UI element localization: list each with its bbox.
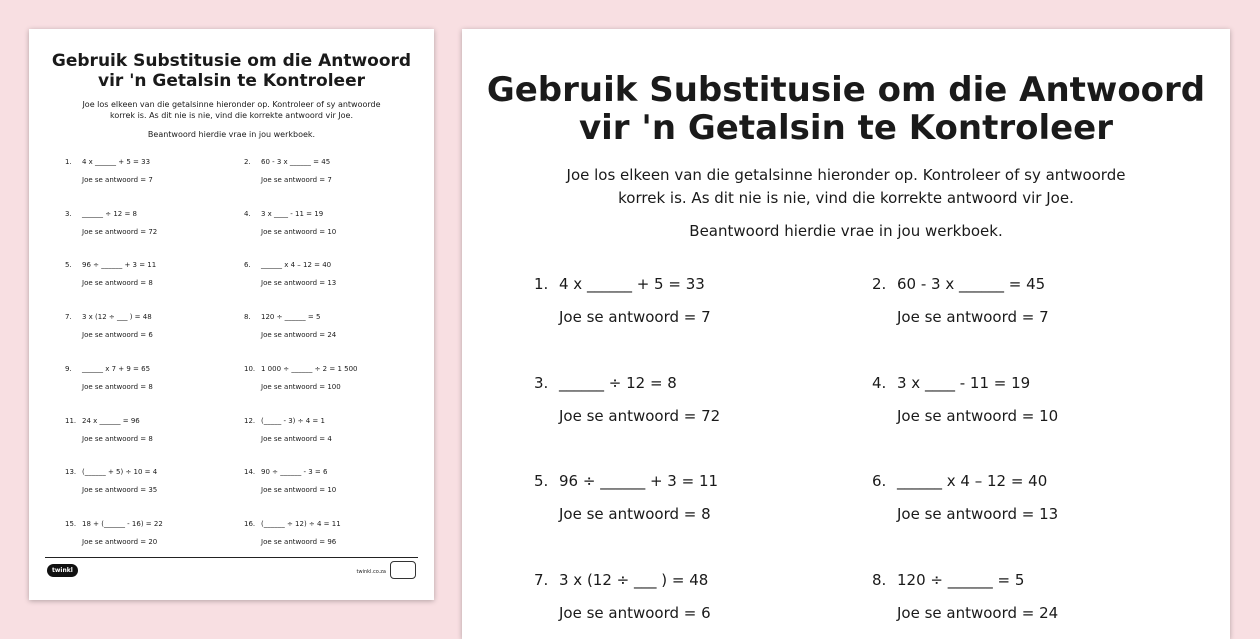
question-number: 3. [65,209,72,218]
question-number: 5. [534,472,549,490]
question-equation: ______ ÷ 12 = 8 [559,373,677,392]
question-equation: ______ x 4 – 12 = 40 [897,472,1048,490]
question-number: 15. [65,519,77,528]
question-equation: 90 ÷ ______ - 3 = 6 [261,468,328,477]
twinkl-logo-icon: twinkl [47,564,78,577]
question-number: 7. [65,313,72,322]
question-number: 2. [244,158,251,166]
question-number: 8. [244,313,251,322]
footer-url: twinkl.co.za [356,569,386,575]
worksheet-thumbnail [29,29,434,600]
joe-answer: Joe se antwoord = 24 [261,331,337,340]
joe-answer: Joe se antwoord = 72 [82,227,158,236]
joe-answer: Joe se antwoord = 24 [897,603,1059,622]
worksheet-title [29,51,434,91]
worksheet-instruction: Beantwoord hierdie vrae in jou werkboek. [147,130,316,139]
question-number: 6. [872,472,887,490]
question-equation: ______ ÷ 12 = 8 [82,209,137,218]
question-number: 2. [872,275,887,293]
footer-divider [45,557,418,558]
question-number: 6. [244,261,251,270]
joe-answer: Joe se antwoord = 20 [82,537,158,546]
joe-answer: Joe se antwoord = 7 [261,176,332,184]
joe-answer: Joe se antwoord = 35 [82,486,158,495]
intro-line-1: Joe los elkeen van die getalsinne hieronder op. Kontroleer of sy antwoorde [566,166,1126,184]
joe-answer: Joe se antwoord = 8 [82,382,153,391]
question-equation: ______ x 7 + 9 = 65 [82,364,151,373]
joe-answer: Joe se antwoord = 6 [559,603,711,622]
joe-answer: Joe se antwoord = 13 [261,279,337,288]
joe-answer: Joe se antwoord = 8 [82,279,153,288]
question-equation: 60 - 3 x ______ = 45 [897,275,1046,293]
question-number: 11. [65,416,77,425]
question-equation: (_____ - 3) ÷ 4 = 1 [261,416,325,425]
title-line-1: Gebruik Substitusie om die Antwoord [51,51,412,71]
question-number: 1. [534,275,549,293]
question-equation: 96 ÷ ______ + 3 = 11 [82,261,157,270]
question-equation: 4 x ______ + 5 = 33 [559,275,705,293]
joe-answer: Joe se antwoord = 7 [82,176,153,184]
question-equation: 1 000 ÷ ______ ÷ 2 = 1 500 [261,364,358,373]
question-equation: 120 ÷ ______ = 5 [261,313,321,322]
title-line-1: Gebruik Substitusie om die Antwoord [486,70,1206,110]
joe-answer: Joe se antwoord = 72 [559,406,721,425]
question-equation: 96 ÷ ______ + 3 = 11 [559,472,719,490]
question-equation: 60 - 3 x ______ = 45 [261,158,331,166]
question-equation: (______ ÷ 12) ÷ 4 = 11 [261,519,341,528]
worksheet-intro [552,164,1140,210]
joe-answer: Joe se antwoord = 7 [559,308,711,326]
question-number: 4. [872,373,887,392]
question-number: 4. [244,209,251,218]
question-equation: 3 x ____ - 11 = 19 [897,373,1031,392]
question-number: 9. [65,364,72,373]
worksheet-intro [69,99,394,121]
question-number: 7. [534,570,549,589]
joe-answer: Joe se antwoord = 96 [261,537,337,546]
question-number: 16. [244,519,256,528]
question-number: 14. [244,468,256,477]
joe-answer: Joe se antwoord = 10 [261,486,337,495]
question-number: 8. [872,570,887,589]
joe-answer: Joe se antwoord = 10 [261,227,337,236]
joe-answer: Joe se antwoord = 100 [261,382,341,391]
intro-line-2: korrek is. As dit nie is nie, vind die korrekte antwoord vir Joe. [618,189,1074,207]
question-number: 10. [244,364,256,373]
question-equation: 18 + (______ - 16) = 22 [82,519,163,528]
joe-answer: Joe se antwoord = 8 [82,434,153,443]
question-equation: (______ + 5) ÷ 10 = 4 [82,468,158,477]
question-number: 13. [65,468,77,477]
worksheet-title [462,71,1230,147]
joe-answer: Joe se antwoord = 8 [559,505,711,523]
title-line-2: vir 'n Getalsin te Kontroleer [578,108,1113,148]
intro-line-2: korrek is. As dit nie is nie, vind die korrekte antwoord vir Joe. [109,111,354,120]
joe-answer: Joe se antwoord = 10 [897,406,1059,425]
worksheet-page [462,29,1230,639]
joe-answer: Joe se antwoord = 4 [261,434,332,443]
badge-icon [390,561,416,579]
question-number: 1. [65,158,72,166]
question-equation: 120 ÷ ______ = 5 [897,570,1025,589]
worksheet-instruction: Beantwoord hierdie vrae in jou werkboek. [689,222,1003,240]
joe-answer: Joe se antwoord = 13 [897,505,1059,523]
question-equation: 4 x ______ + 5 = 33 [82,158,151,166]
question-number: 5. [65,261,72,270]
intro-line-1: Joe los elkeen van die getalsinne hieronder op. Kontroleer of sy antwoorde [82,100,381,109]
question-number: 12. [244,416,256,425]
question-equation: 3 x (12 ÷ ___ ) = 48 [559,570,709,589]
question-equation: 24 x ______ = 96 [82,416,140,425]
question-number: 3. [534,373,549,392]
joe-answer: Joe se antwoord = 6 [82,331,153,340]
title-line-2: vir 'n Getalsin te Kontroleer [97,71,365,91]
question-equation: ______ x 4 – 12 = 40 [261,261,332,270]
question-equation: 3 x ____ - 11 = 19 [261,209,324,218]
question-equation: 3 x (12 ÷ ___ ) = 48 [82,313,152,322]
joe-answer: Joe se antwoord = 7 [897,308,1049,326]
